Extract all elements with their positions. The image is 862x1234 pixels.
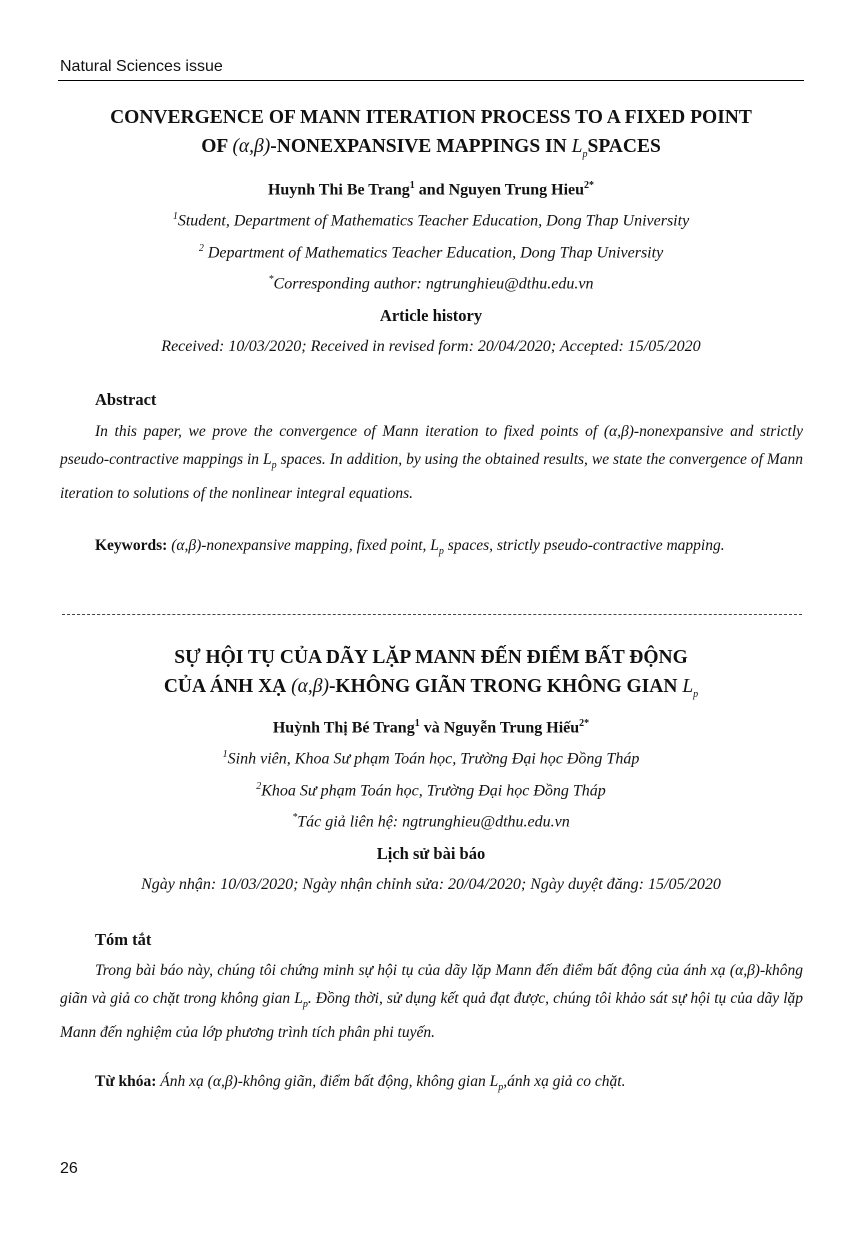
abstract-vi: Trong bài báo này, chúng tôi chứng minh sự hội tụ của dãy lặp Mann đến điểm bất động của ánh xạ (α,β)-không giãn và giả co chặt trong không gian $L_p$. Đồng thời, sử dụng kết quả đạt được, chúng tôi khảo sát sự hội tụ của dãy lặp Mann đến nghiệm của lớp phương trình tích phân phi tuyến. bbox=[60, 962, 804, 1042]
title-en-pre: OF bbox=[201, 136, 228, 157]
section-divider bbox=[62, 614, 802, 615]
keywords-label-en: Keywords: bbox=[95, 537, 168, 554]
keywords-en: Keywords: (α,β)-nonexpansive mapping, fixed point, $L_p$ spaces, strictly pseudo-contractive mapping. bbox=[95, 537, 725, 558]
title-vi-line1: SỰ HỘI TỤ CỦA DÃY LẶP MANN ĐẾN ĐIỂM BẤT ĐỘNG bbox=[174, 647, 688, 668]
affiliation1-en: $^1$Student, Department of Mathematics Teacher Education, Dong Thap University bbox=[172, 211, 690, 230]
page-number: 26 bbox=[60, 1160, 78, 1177]
affiliation2-en: $^2$ Department of Mathematics Teacher Education, Dong Thap University bbox=[198, 243, 664, 262]
history-en: Received: 10/03/2020; Received in revised form: 20/04/2020; Accepted: 15/05/2020 bbox=[161, 338, 701, 355]
header-rule bbox=[58, 80, 804, 81]
abstract-heading-vi: Tóm tắt bbox=[95, 930, 152, 949]
affiliation1-vi: $^1$Sinh viên, Khoa Sư phạm Toán học, Trường Đại học Đồng Tháp bbox=[222, 749, 640, 768]
affiliation2-vi: $^2$Khoa Sư phạm Toán học, Trường Đại học Đồng Tháp bbox=[256, 781, 606, 800]
corresponding-vi: *Tác giả liên hệ: ngtrunghieu@dthu.edu.vn bbox=[292, 812, 570, 831]
history-heading-vi: Lịch sử bài báo bbox=[376, 844, 486, 863]
title-en-math: (α,β) bbox=[232, 136, 271, 157]
title-en-mid: -NONEXPANSIVE MAPPINGS IN bbox=[270, 136, 567, 157]
title-en-line1: CONVERGENCE OF MANN ITERATION PROCESS TO A FIXED POINT bbox=[110, 107, 752, 128]
author1-en: Huynh Thi Be Trang bbox=[267, 181, 410, 199]
title-en-post: SPACES bbox=[587, 136, 661, 157]
running-header: Natural Sciences issue bbox=[60, 58, 223, 75]
abstract-en-space: $L_p$ bbox=[263, 451, 277, 472]
authors-vi: Huỳnh Thị Bé Trang$^1$ và Nguyễn Trung Hiếu$^{2*}$ bbox=[272, 718, 590, 737]
abstract-en-math: (α,β) bbox=[603, 423, 634, 440]
keywords-vi: Từ khóa: Ánh xạ (α,β)-không giãn, điểm bất động, không gian $L_p,ánh$ xạ giả co chặt. bbox=[95, 1073, 626, 1094]
title-en-line2 bbox=[40, 132, 822, 169]
abstract-en: In this paper, we prove the convergence of Mann iteration to fixed points of (α,β)-nonexpansive and strictly pseudo-contractive mappings in $L_p$ spaces. In addition, by using the obtained results, we state the convergence of Mann iteration to solutions of the nonlinear integral equations. bbox=[60, 423, 804, 503]
title-en-space: $L_p$ bbox=[571, 136, 588, 160]
title-vi bbox=[40, 643, 822, 709]
authors-en: Huynh Thi Be Trang$^1$ and Nguyen Trung Hieu$^{2*}$ bbox=[267, 180, 595, 199]
history-vi: Ngày nhận: 10/03/2020; Ngày nhận chỉnh sửa: 20/04/2020; Ngày duyệt đăng: 15/05/2020 bbox=[141, 876, 721, 893]
author2-en: Nguyen Trung Hieu bbox=[448, 181, 585, 199]
history-heading-en: Article history bbox=[379, 306, 483, 325]
corresponding-en: *Corresponding author: ngtrunghieu@dthu.edu.vn bbox=[268, 274, 594, 293]
title-vi-line2: CỦA ÁNH XẠ (α,β)-KHÔNG GIÃN TRONG KHÔNG GIAN $L_p$ bbox=[163, 676, 699, 700]
title-en bbox=[40, 103, 822, 169]
abstract-heading-en: Abstract bbox=[95, 390, 157, 409]
keywords-label-vi: Từ khóa: bbox=[95, 1073, 157, 1090]
